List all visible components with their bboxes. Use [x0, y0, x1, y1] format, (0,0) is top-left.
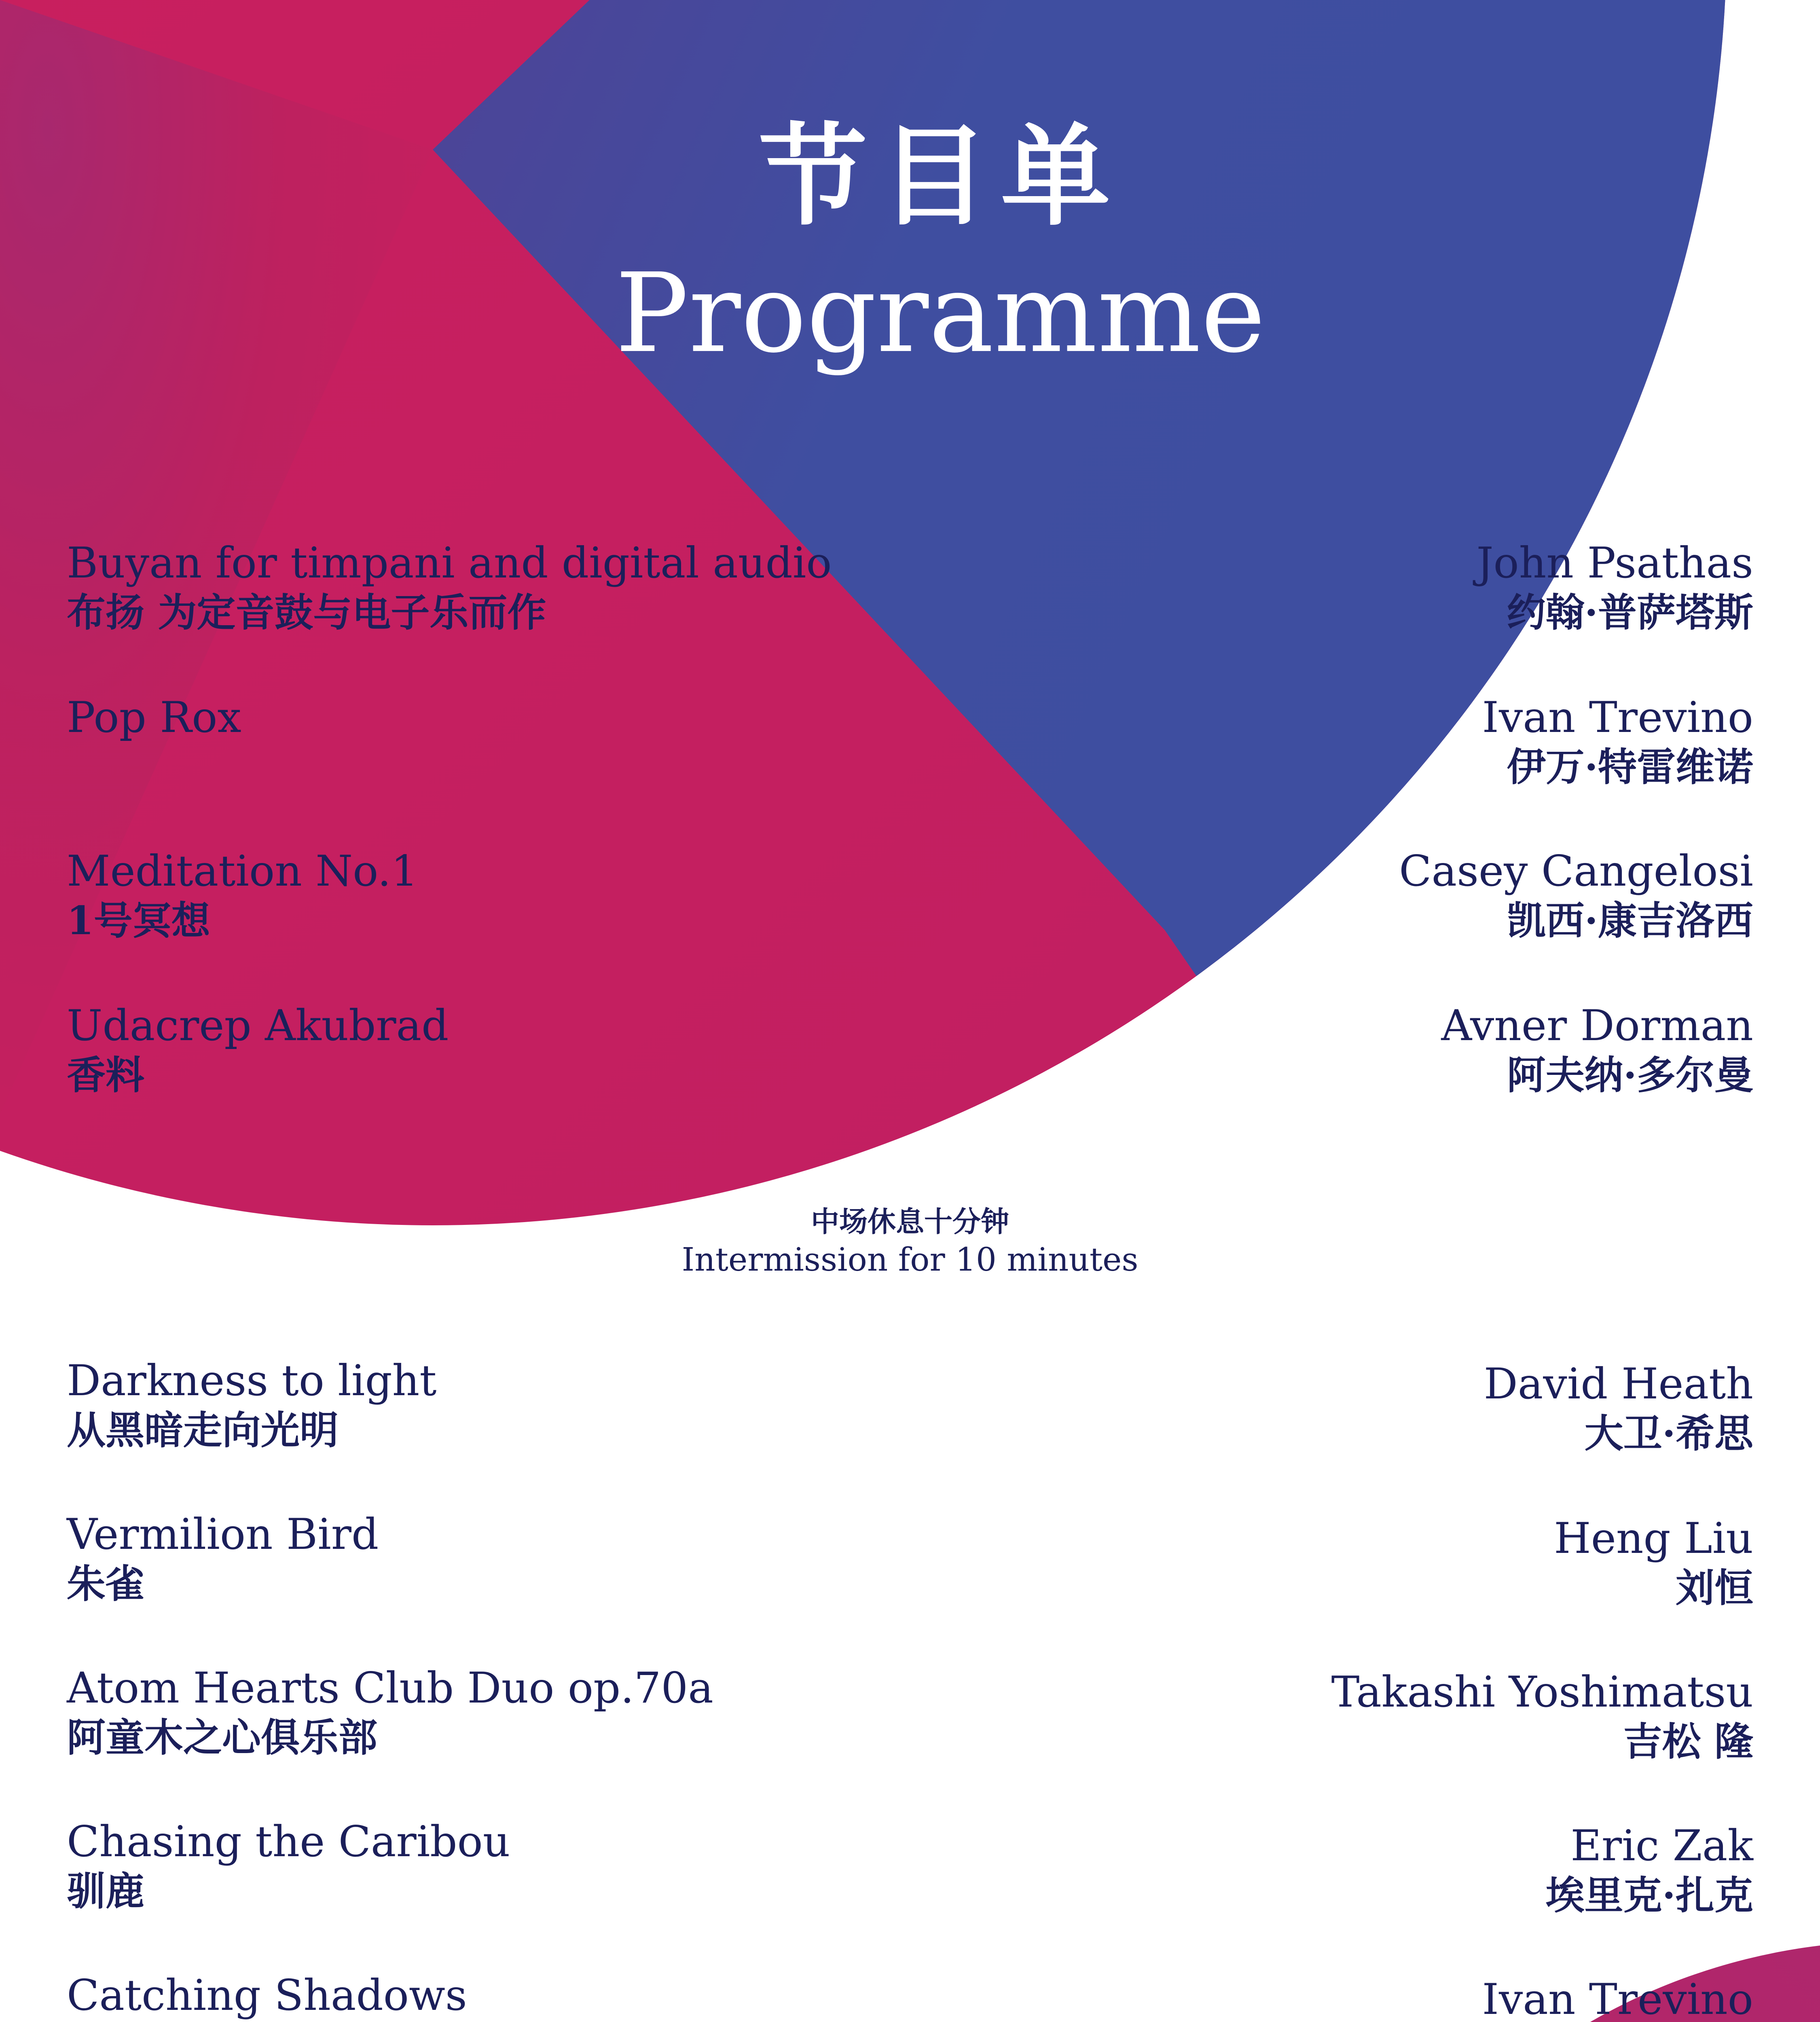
piece-title	[67, 693, 241, 742]
piece-title-en: Chasing the Caribou	[67, 1817, 510, 1866]
piece-title-en: Buyan for timpani and digital audio	[67, 538, 832, 588]
composer-zh: 刘恒	[1676, 1565, 1753, 1611]
composer-zh: 凯西·康吉洛西	[1507, 898, 1753, 943]
composer	[1441, 1001, 1753, 1098]
composer-en: Ivan Trevino	[1482, 1975, 1753, 2022]
piece-title-en: Catching Shadows	[67, 1971, 467, 2020]
composer-en: Eric Zak	[1570, 1821, 1753, 1870]
composer-en: David Heath	[1484, 1359, 1753, 1409]
composer	[1476, 538, 1753, 635]
piece-title-en: Meditation No.1	[67, 846, 418, 896]
piece-title-zh: 从黑暗走向光明	[67, 1407, 339, 1453]
piece-title-en: Darkness to light	[67, 1356, 437, 1405]
piece-title	[67, 1356, 437, 1453]
composer-zh: 约翰·普萨塔斯	[1507, 590, 1753, 635]
piece-title	[67, 1663, 713, 1760]
composer-zh: 吉松 隆	[1623, 1719, 1753, 1764]
piece-title	[67, 846, 418, 943]
piece-title	[67, 1817, 510, 1914]
composer-zh: 伊万·特雷维诺	[1507, 744, 1753, 790]
composer	[1554, 1514, 1753, 1611]
piece-title-zh: 朱雀	[67, 1561, 144, 1607]
composer	[1482, 693, 1753, 790]
piece-title-zh: 驯鹿	[67, 1868, 144, 1914]
intermission-chinese: 中场休息十分钟	[811, 1205, 1009, 1238]
piece-title-zh: 1号冥想	[67, 898, 210, 943]
composer-en: Heng Liu	[1554, 1514, 1753, 1563]
title-english: Programme	[615, 250, 1266, 377]
piece-title-zh: 香料	[67, 1052, 144, 1098]
piece-title-zh: 布扬 为定音鼓与电子乐而作	[67, 590, 546, 635]
piece-title-en: Vermilion Bird	[67, 1510, 379, 1559]
composer	[1331, 1667, 1753, 1764]
piece-title-en: Atom Hearts Club Duo op.70a	[67, 1663, 713, 1713]
composer	[1482, 1975, 1753, 2022]
piece-title-en: Pop Rox	[67, 693, 241, 742]
piece-title	[67, 1510, 379, 1607]
composer-zh: 大卫·希思	[1584, 1411, 1753, 1456]
composer-zh: 阿夫纳·多尔曼	[1507, 1052, 1753, 1098]
composer-zh: 埃里克·扎克	[1545, 1872, 1753, 1918]
composer-en: Takashi Yoshimatsu	[1331, 1667, 1753, 1717]
intermission-english: Intermission for 10 minutes	[681, 1241, 1139, 1278]
composer-en: Ivan Trevino	[1482, 693, 1753, 742]
piece-title	[67, 1001, 449, 1098]
title-chinese: 节目单	[758, 112, 1122, 240]
piece-title-zh: 阿童木之心俱乐部	[67, 1715, 377, 1760]
composer	[1545, 1821, 1753, 1918]
composer-en: Casey Cangelosi	[1399, 846, 1753, 896]
piece-title	[67, 1971, 467, 2022]
piece-title-en: Udacrep Akubrad	[67, 1001, 449, 1050]
composer-en: John Psathas	[1476, 538, 1753, 588]
composer	[1484, 1359, 1753, 1456]
piece-title	[67, 538, 832, 635]
composer-en: Avner Dorman	[1441, 1001, 1753, 1050]
composer	[1399, 846, 1753, 943]
